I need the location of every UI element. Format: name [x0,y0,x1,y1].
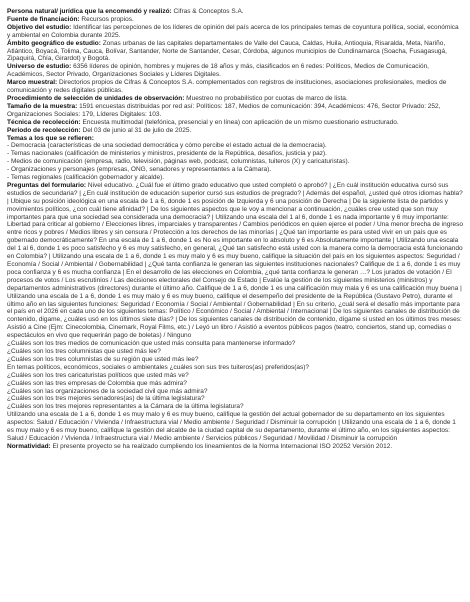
field-ambito [7,40,463,64]
field-tamano [7,103,463,119]
pregunta-item: ¿Cuáles son los tres medios de comunicación que usted más consulta para mantenerse informado? [7,340,296,348]
field-label: Tamaño de la muestra: [7,102,78,110]
field-value: Del 03 de junio al 31 de julio de 2025. [80,126,192,134]
field-label: Objetivo del estudio: [7,23,72,31]
field-objetivo [7,24,463,40]
pregunta-item: En temas políticos, económicos, sociales o ambientales ¿cuáles son sus tres tuiteros(as) preferidos(as)? [7,363,310,371]
field-value: Cifras & Conceptos S.A. [171,8,244,15]
field-value: Encuesta multimodal (telefónica, presencial y en línea) con aplicación de un mismo cuestionario estructurado. [80,118,399,126]
field-value: Muestreo no probabilístico por cuotas de marco de lista. [184,94,348,102]
field-universo [7,63,463,79]
field-value: Identificar las percepciones de los líderes de opinión del país acerca de los principales temas de coyuntura política, social, económica y ambiental en Colombia durante 2025. [7,23,459,39]
field-fuente [7,16,463,24]
field-value: El presente proyecto se ha realizado cumpliendo los lineamientos de la Norma Internacional ISO 20252 Versión 2012. [50,442,393,450]
field-label: Persona natural/ jurídica que la encomendó y realizó: [7,8,172,15]
pregunta-item: ¿Cuáles son los tres mejores senadores(as) de la última legislatura? [7,395,205,403]
field-label: Normatividad: [7,442,51,450]
pregunta-item: ¿Cuáles son las organizaciones de la sociedad civil que más admira? [7,387,208,395]
tema-item: - Temas nacionales (calificación de ministerios y ministros, presidente de la República, desafíos, justicia y paz). [7,150,327,158]
pregunta-item: ¿Cuáles son los tres columnistas de su región que usted más lee? [7,355,199,363]
field-marco [7,79,463,95]
field-value: Zonas urbanas de las capitales departamentales de Valle del Cauca, Caldas, Huila, Antioquia, Risaralda, Meta, Nariño, Atlántico, Boyacá, Tolima, Cauca, Bolívar, Santander, Norte de Santander, Cesar, Córdoba, algunos municipios de Cundinamarca (Soacha, Fusagasugá, Zipaquirá, Chía, Girardot) y Bogotá. [7,39,447,63]
field-normatividad [7,443,463,451]
field-procedimiento [7,95,463,103]
field-label: Procedimiento de selección de unidades de observación: [7,94,185,102]
field-value: 1591 encuestas distribuidas por red así: Políticos: 187, Medios de comunicación: 394, Académicos: 476, Sector Privado: 252, Organizaciones Sociales: 179, Líderes Digitales: 103. [7,102,441,118]
field-label: Periodo de recolección: [7,126,81,134]
field-value: 6356 líderes de opinión, hombres y mujeres de 18 años y más, clasificados en 6 redes: Políticos, Medios de Comunicación, Académicos, Sector Privado, Organizaciones Sociales y Líderes Digitales. [7,63,429,79]
field-persona [7,8,463,16]
ficha-tecnica [7,8,463,451]
pregunta-item: ¿Cuáles son los tres mejores representantes a la Cámara de la última legislatura? [7,403,244,411]
field-periodo [7,127,463,135]
field-label: Universo de estudio: [7,63,72,71]
field-label: Fuente de financiación: [7,15,80,23]
field-label: Temas a los que se refieren: [7,134,94,142]
field-label: Marco muestral: [7,79,58,87]
field-temas [7,135,463,143]
tema-item: - Medios de comunicación (empresa, radio, televisión, páginas web, podcast, columnistas, tuiteros (X) y caricaturistas). [7,158,350,166]
tema-item: - Democracia (características de una sociedad democrática y cómo percibe el estado actual de la democracia). [7,142,327,150]
pregunta-item: ¿Cuáles son las tres empresas de Colombia que más admira? [7,379,187,387]
tema-item: - Organizaciones y personajes (empresas, ONG, senadores y representantes a la Cámara). [7,166,272,174]
pregunta-item: Utilizando una escala de 1 a 6, donde 1 es muy malo y 6 es muy bueno, califique la gestión del actual gobernador de su departamento en los siguientes aspectos: Salud / Educación / Vivienda / Infraestructura vial / Medio ambiente / Seguridad / Disminuir la corrupción | Utilizando una escala de 1 a 6, donde 1 es muy malo y 6 es muy bueno, califique la gestión del alcalde de la ciudad capital de su departamento, durante el último año, en los siguientes aspectos: Salud / Educación / Vivienda / Infraestructura vial / Medio ambiente / Servicios públicos / Seguridad / Movilidad / Disminuir la corrupción [7,411,456,442]
field-preguntas [7,182,463,340]
field-tecnica [7,119,463,127]
field-value: Recursos propios. [79,15,134,23]
field-label: Técnica de recolección: [7,118,81,126]
pregunta-item: ¿Cuáles son los tres columnistas que usted más lee? [7,347,161,355]
field-value: Nivel educativo. ¿Cuál fue el último grado educativo que usted completó o aprobó? | ¿En cuál institución educativa cursó sus estudios de secundaria? | ¿En cuál institución de educación superior cursó sus estudios de pregrado? | Además del español, ¿usted qué otros idiomas habla? | Ubique su posición ideológica en una escala de 1 a 6, donde 1 es posición de Izquierda y 6 una posición de Derecha | De la siguiente lista de partidos y movimientos políticos, ¿con cuál tiene afinidad? | De los siguientes aspectos que le voy a mencionar a continuación, ¿cuáles cree usted que son muy importantes para que una sociedad sea considerada una democracia? | Utilizando una escala del 1 al 6, donde 1 es nada importante y 6 muy importante: Libertad para criticar al gobierno / Elecciones libres, imparciales y transparentes / Cambios periódicos en quien ejerce el poder / Una menor brecha de ingreso entre ricos y pobres / Medios libres y sin censura / Protección a los derechos de las minorías | ¿Qué tan importante es para usted vivir en un país que es gobernado democráticamente? En una escala de 1 a 6, donde 1 es No es importante en lo absoluto y 6 es Absolutamente importante | Utilizando una escala del 1 al 6, donde 1 es poco satisfecho y 6 es muy satisfecho, en general, ¿Qué tan satisfecho está usted con la manera como la democracia está funcionando en Colombia? | Utilizando una escala de 1 a 6, donde 1 es muy malo y 6 es muy bueno, califique la situación del país en los siguientes aspectos: Seguridad / Economía / Social / Ambiental / Gobernabilidad | ¿Qué tanta confianza le generan las siguientes instituciones nacionales? Califique de 1 a 6, donde 1 es muy poca confianza y 6 es mucha confianza | En el desarrollo de las elecciones en Colombia, ¿qué tanta confianza le generan …? Los jurados de votación / El procesos de votos / Los escrutinios / Las decisiones electorales del Consejo de Estado | Evalúe la gestión de los siguientes ministerios (ministros) y departamentos administrativos (directores) durante el último año. Califique de 1 a 6, donde 1 es una calificación muy mala y 6 es una calificación muy buena | Utilizando una escala de 1 a 6, donde 1 es muy malo y 6 es muy bueno, califique el desempeño del presidente de la República (Gustavo Petro), durante el último año en las siguientes funciones: Seguridad / Economía / Social / Ambiental / Gobernabilidad | En su criterio, ¿cuál será el desafío más importante para el país en el 2026 en cada uno de los siguientes temas: Político / Económico / Social / Ambiental / Internacional | De los siguientes canales de distribución de contenido, digame, ¿cuáles usó en los últimos siete días? | De los siguientes canales de distribución de contenido, dígame si usted en los últimos tres meses: Asistió a Cine (Ejm: Cinecolombia, Cinemark, Royal Films, etc.) / Leyó un libro / Asistió a eventos públicos pagos (teatro, conciertos, stand up, comedias o espectáculos en vivo que requerirán pago de boletas) / Ninguno [7,181,463,340]
pregunta-item: ¿Cuáles son los tres caricaturistas políticos que usted más ve? [7,371,189,379]
field-label: Ámbito geográfico de estudio: [7,39,101,47]
field-label: Preguntas del formulario: [7,181,87,189]
tema-item: - Temas regionales (calificación gobernador y alcalde). [7,174,165,182]
field-value: Directorios propios de Cifras & Conceptos S.A. complementados con registros de instituciones, asociaciones profesionales, medios de comunicación y redes digitales públicas. [7,79,447,95]
